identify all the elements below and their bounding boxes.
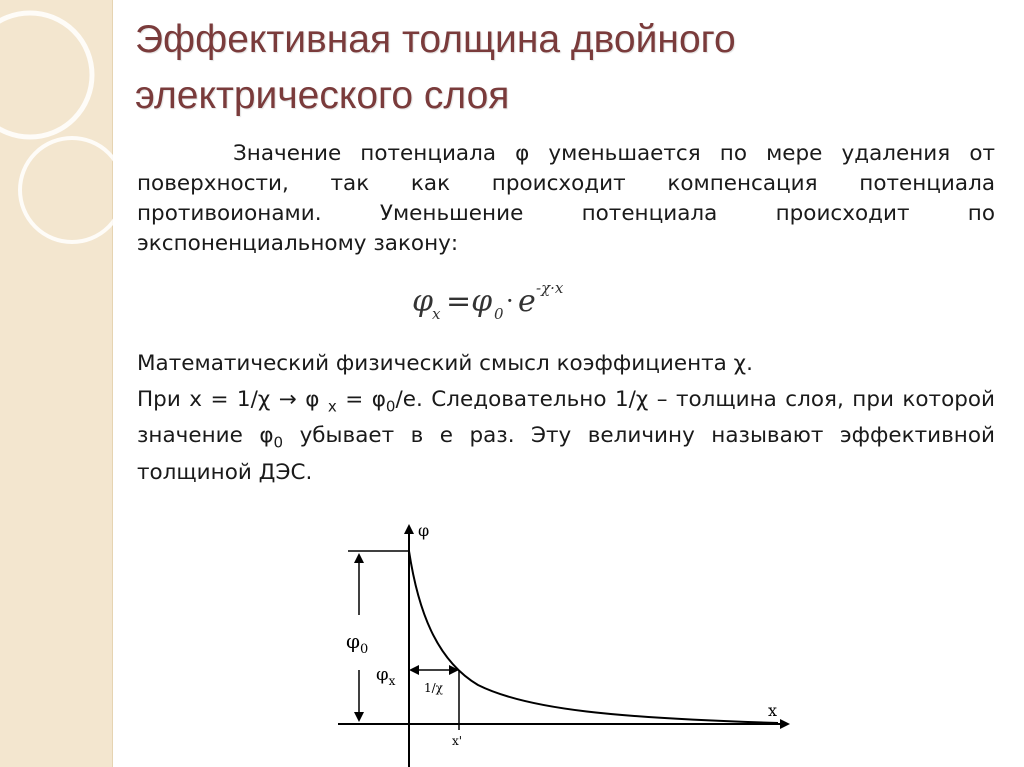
phix-label: $\varphi_x$ [376, 664, 396, 688]
x-axis-label: x [768, 701, 778, 720]
p3-sub-0b: 0 [273, 433, 284, 452]
p3-part3: /e. Следовательно 1/χ – толщина слоя, при которой значение φ [137, 387, 995, 449]
formula-rhs-sub: 0 [494, 305, 504, 323]
decay-curve [409, 551, 778, 723]
inv-chi-label: 1/χ [424, 681, 443, 695]
p3-sub-0: 0 [385, 397, 396, 416]
p3-part2: = φ [336, 387, 386, 412]
p3-sub-x: x [327, 397, 337, 416]
formula-lhs-sub: x [432, 305, 441, 323]
paragraph-potential-decrease: Значение потенциала φ уменьшается по мере удаления от поверхности, так как происходит компенсация потенциала противоионами. Уменьшение потенциала происходит по экспоненциальному закону: [137, 141, 995, 256]
paragraph-effective-thickness [137, 385, 995, 488]
x-prime-label: x' [452, 734, 463, 748]
paragraph-chi-meaning: Математический физический смысл коэффициента χ. [137, 351, 753, 376]
p3-part1: При x = 1/χ → φ [137, 387, 328, 412]
formula-dot: · [506, 287, 514, 315]
formula-base: e [518, 284, 536, 319]
y-axis-label: φ [418, 521, 430, 540]
formula-lhs: φ [412, 284, 434, 319]
potential-decay-graph [318, 520, 798, 767]
slide-title: Эффективная толщина двойного электрического слоя [135, 18, 736, 117]
formula-exponent: -χ·x [536, 279, 564, 297]
phi0-label: $\varphi_0$ [346, 629, 369, 657]
p3-part4: убывает в е раз. Эту величину называют эффективной толщиной ДЭС. [137, 423, 995, 485]
formula-eq: =φ [446, 284, 493, 319]
exponential-formula [408, 275, 588, 327]
